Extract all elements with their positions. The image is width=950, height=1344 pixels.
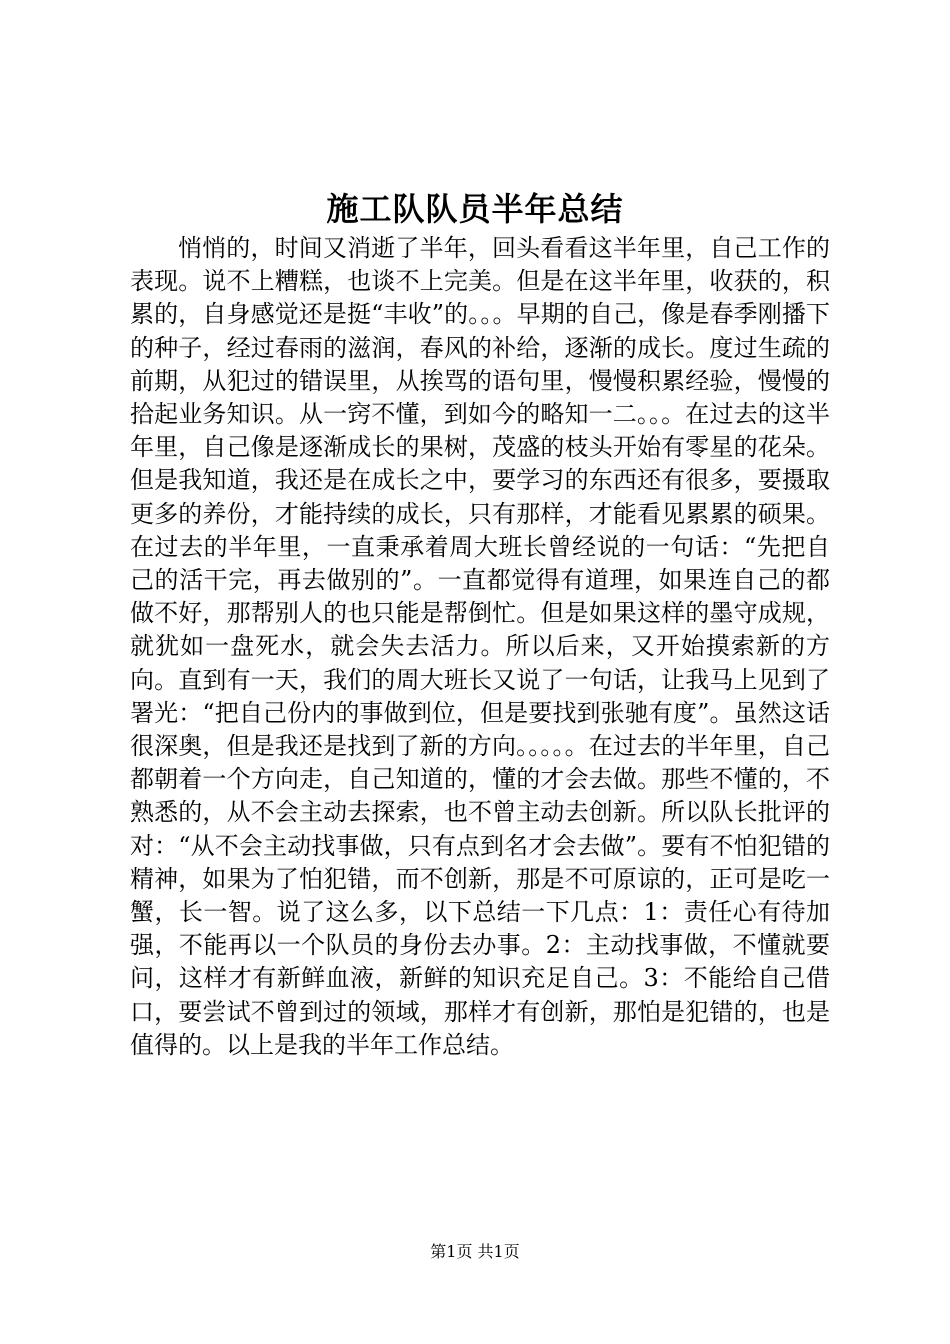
document-title: 施工队队员半年总结 bbox=[326, 190, 624, 228]
page-footer: 第1页 共1页 bbox=[430, 1242, 520, 1261]
document-body-paragraph: 悄悄的，时间又消逝了半年，回头看看这半年里，自己工作的表现。说不上糟糕，也谈不上完美。但是在这半年里，收获的，积累的，自身感觉还是挺“丰收”的。。。早期的自己，像是春季刚播下的种子，经过春雨的滋润，春风的补给，逐渐的成长。度过生疏的前期，从犯过的错误里，从挨骂的语句里，慢慢积累经验，慢慢的拾起业务知识。从一窍不懂，到如今的略知一二。。。在过去的这半年里，自己像是逐渐成长的果树，茂盛的枝头开始有零星的花朵。但是我知道，我还是在成长之中，要学习的东西还有很多，要摄取更多的养份，才能持续的成长，只有那样，才能看见累累的硕果。在过去的半年里，一直秉承着周大班长曾经说的一句话：“先把自己的活干完，再去做别的”。一直都觉得有道理，如果连自己的都做不好，那帮别人的也只能是帮倒忙。但是如果这样的墨守成规，就犹如一盘死水，就会失去活力。所以后来，又开始摸索新的方向。直到有一天，我们的周大班长又说了一句话，让我马上见到了署光：“把自己份内的事做到位，但是要找到张驰有度”。虽然这话很深奥，但是我还是找到了新的方向。。。。。在过去的半年里，自己都朝着一个方向走，自己知道的，懂的才会去做。那些不懂的，不熟悉的，从不会主动去探索，也不曾主动去创新。所以队长批评的对：“从不会主动找事做，只有点到名才会去做”。要有不怕犯错的精神，如果为了怕犯错，而不创新，那是不可原谅的，正可是吃一蟹，长一智。说了这么多，以下总结一下几点：1：责任心有待加强，不能再以一个队员的身份去办事。2：主动找事做，不懂就要问，这样才有新鲜血液，新鲜的知识充足自己。3：不能给自己借口，要尝试不曾到过的领域，那样才有创新，那怕是犯错的，也是值得的。以上是我的半年工作总结。 bbox=[130, 234, 830, 1059]
